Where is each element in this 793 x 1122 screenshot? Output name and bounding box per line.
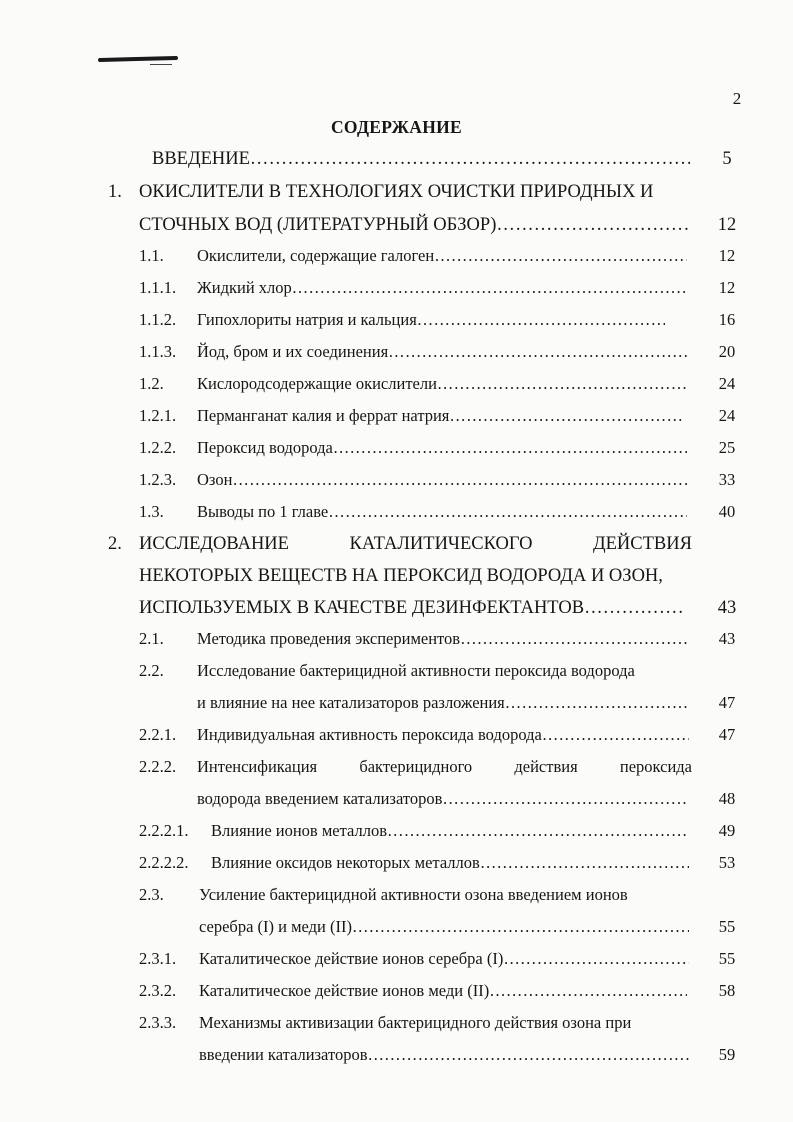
- dot-leader: [434, 245, 687, 267]
- toc-entry-number: 2.3.: [139, 885, 164, 904]
- toc-entry-2-2-line-1[interactable]: [0, 660, 793, 682]
- toc-entry-1-3[interactable]: [0, 501, 793, 523]
- toc-entry-number: 2.1.: [139, 629, 164, 648]
- toc-entry-title: НЕКОТОРЫХ ВЕЩЕСТВ НА ПЕРОКСИД ВОДОРОДА И ОЗОН,: [139, 566, 663, 586]
- toc-entry-2-3-3-line-1[interactable]: [0, 1012, 793, 1034]
- toc-entry-page: 12: [717, 215, 737, 235]
- toc-entry-number: 2.2.: [139, 661, 164, 680]
- toc-entry-title: ИСПОЛЬЗУЕМЫХ В КАЧЕСТВЕ ДЕЗИНФЕКТАНТОВ: [139, 598, 585, 618]
- toc-entry-page: 40: [718, 502, 736, 521]
- toc-entry-1-line-1[interactable]: [0, 181, 793, 203]
- toc-entry-page: 58: [718, 981, 736, 1000]
- toc-entry-title: Окислители, содержащие галоген: [197, 246, 435, 265]
- toc-entry-word: ИССЛЕДОВАНИЕ: [139, 534, 289, 554]
- toc-entry-2-2-2-line-2[interactable]: [0, 788, 793, 810]
- toc-entry-1-2-1[interactable]: [0, 405, 793, 427]
- toc-entry-page: 12: [718, 278, 736, 297]
- toc-entry-number: 2.: [108, 534, 122, 554]
- toc-entry-2-2-line-2[interactable]: [0, 692, 793, 714]
- toc-entry-title: Исследование бактерицидной активности пероксида водорода: [197, 661, 635, 680]
- toc-entry-page: 53: [718, 853, 736, 872]
- toc-entry-title: Индивидуальная активность пероксида водорода: [197, 725, 542, 744]
- dot-leader: [417, 309, 665, 331]
- toc-entry-title: Выводы по 1 главе: [197, 502, 329, 521]
- toc-entry-title: Механизмы активизации бактерицидного действия озона при: [199, 1013, 632, 1032]
- toc-entry-page: 59: [718, 1045, 736, 1064]
- toc-entry-title: и влияние на нее катализаторов разложения: [197, 693, 505, 712]
- toc-entry-title: Кислородсодержащие окислители: [197, 374, 437, 393]
- toc-entry-page: 43: [717, 598, 737, 618]
- toc-entry-1-line-2[interactable]: [0, 214, 793, 236]
- toc-entry-page: 16: [718, 310, 736, 329]
- dot-leader: [460, 628, 689, 650]
- toc-entry-page: 33: [718, 470, 736, 489]
- toc-entry-word: КАТАЛИТИЧЕСКОГО: [349, 534, 533, 554]
- toc-entry-number: 1.1.1.: [139, 278, 177, 297]
- toc-entry-page: 55: [718, 917, 736, 936]
- toc-entry-title: Каталитическое действие ионов серебра (I): [199, 949, 504, 968]
- toc-entry-number: 2.2.2.1.: [139, 821, 189, 840]
- dot-leader: [584, 597, 684, 619]
- toc-entry-page: 47: [718, 725, 736, 744]
- toc-entry-page: 48: [718, 789, 736, 808]
- toc-entry-2-1[interactable]: [0, 628, 793, 650]
- toc-entry-number: 2.3.2.: [139, 981, 177, 1000]
- toc-entry-page: 12: [718, 246, 736, 265]
- toc-entry-page: 5: [722, 149, 732, 169]
- toc-entry-number: 2.2.2.2.: [139, 853, 189, 872]
- dot-leader: [292, 277, 687, 299]
- toc-entry-page: 24: [718, 406, 736, 425]
- scan-artifact-mark: [150, 64, 172, 65]
- toc-entry-1-1-1[interactable]: [0, 277, 793, 299]
- dot-leader: [496, 214, 690, 236]
- scan-artifact-mark: [98, 56, 178, 62]
- dot-leader: [449, 405, 685, 427]
- dot-leader: [503, 948, 689, 970]
- toc-entry-number: 1.3.: [139, 502, 164, 521]
- toc-entry-1-1-3[interactable]: [0, 341, 793, 363]
- toc-entry-number: 1.1.3.: [139, 342, 177, 361]
- toc-entry-2-2-2-1[interactable]: [0, 820, 793, 842]
- toc-entry-2-3-3-line-2[interactable]: [0, 1044, 793, 1066]
- dot-leader: [328, 501, 687, 523]
- toc-entry-title: Гипохлориты натрия и кальция: [197, 310, 417, 329]
- toc-entry-title: Влияние ионов металлов: [211, 821, 387, 840]
- toc-entry-1-2-3[interactable]: [0, 469, 793, 491]
- toc-entry-number: 2.3.1.: [139, 949, 177, 968]
- toc-entry-number: 2.2.1.: [139, 725, 177, 744]
- toc-entry-2-2-2-2[interactable]: [0, 852, 793, 874]
- page-number: 2: [732, 89, 742, 108]
- dot-leader: [232, 469, 687, 491]
- toc-entry-title: Каталитическое действие ионов меди (II): [199, 981, 490, 1000]
- toc-entry-title: Жидкий хлор: [197, 278, 292, 297]
- toc-entry-title: водорода введением катализаторов: [197, 789, 443, 808]
- dot-leader: [505, 692, 689, 714]
- toc-entry-word: бактерицидного: [359, 757, 473, 776]
- toc-entry-word: пероксида: [619, 757, 692, 776]
- dot-leader: [437, 373, 687, 395]
- toc-entry-page: 25: [718, 438, 736, 457]
- toc-entry-title: Усиление бактерицидной активности озона введением ионов: [199, 885, 628, 904]
- toc-entry-1-2[interactable]: [0, 373, 793, 395]
- toc-entry-word: Интенсификация: [197, 757, 318, 776]
- dot-leader: [352, 916, 689, 938]
- dot-leader: [480, 852, 689, 874]
- toc-entry-1-2-2[interactable]: [0, 437, 793, 459]
- dot-leader: [250, 148, 690, 170]
- toc-entry-title: ВВЕДЕНИЕ: [152, 149, 250, 169]
- toc-entry-number: 1.2.1.: [139, 406, 177, 425]
- toc-entry-2-2-2-line-1[interactable]: [0, 756, 793, 778]
- toc-entry-title: серебра (I) и меди (II): [199, 917, 352, 936]
- toc-entry-number: 1.1.2.: [139, 310, 177, 329]
- toc-entry-title: Методика проведения экспериментов: [197, 629, 461, 648]
- toc-entry-title: Озон: [197, 470, 233, 489]
- toc-heading: СОДЕРЖАНИЕ: [330, 117, 462, 137]
- toc-entry-title: ОКИСЛИТЕЛИ В ТЕХНОЛОГИЯХ ОЧИСТКИ ПРИРОДНЫХ И: [139, 182, 654, 202]
- toc-entry-1-1-2[interactable]: [0, 309, 793, 331]
- dot-leader: [388, 341, 687, 363]
- dot-leader: [489, 980, 687, 1002]
- toc-entry-page: 47: [718, 693, 736, 712]
- toc-entry-number: 1.: [108, 182, 122, 202]
- toc-entry-title: Йод, бром и их соединения: [197, 342, 389, 361]
- toc-entry-word: ДЕЙСТВИЯ: [593, 534, 692, 554]
- toc-entry-2-3-line-2[interactable]: [0, 916, 793, 938]
- toc-entry-page: 24: [718, 374, 736, 393]
- toc-entry-2-3-1[interactable]: [0, 948, 793, 970]
- dot-leader: [333, 437, 687, 459]
- toc-entry-intro[interactable]: [0, 148, 793, 170]
- toc-entry-page: 49: [718, 821, 736, 840]
- toc-entry-number: 1.2.2.: [139, 438, 177, 457]
- toc-entry-number: 1.2.: [139, 374, 164, 393]
- toc-entry-number: 1.2.3.: [139, 470, 177, 489]
- toc-entry-title: Пероксид водорода: [197, 438, 333, 457]
- toc-entry-number: 1.1.: [139, 246, 164, 265]
- toc-entry-2-3-line-1[interactable]: [0, 884, 793, 906]
- toc-entry-2-line-3[interactable]: [0, 597, 793, 619]
- toc-entry-2-line-1[interactable]: [0, 533, 793, 555]
- toc-entry-2-2-1[interactable]: [0, 724, 793, 746]
- toc-entry-title: Перманганат калия и феррат натрия: [197, 406, 450, 425]
- toc-entry-page: 43: [718, 629, 736, 648]
- dot-leader: [442, 788, 689, 810]
- dot-leader: [367, 1044, 689, 1066]
- toc-entry-word: действия: [514, 757, 578, 776]
- toc-entry-title: введении катализаторов: [199, 1045, 368, 1064]
- dot-leader: [542, 724, 689, 746]
- toc-entry-title: Влияние оксидов некоторых металлов: [211, 853, 480, 872]
- toc-entry-number: 2.2.2.: [139, 757, 177, 776]
- toc-entry-2-line-2[interactable]: [0, 565, 793, 587]
- toc-entry-number: 2.3.3.: [139, 1013, 177, 1032]
- toc-entry-page: 55: [718, 949, 736, 968]
- toc-entry-title: СТОЧНЫХ ВОД (ЛИТЕРАТУРНЫЙ ОБЗОР): [139, 215, 497, 235]
- toc-entry-1-1[interactable]: [0, 245, 793, 267]
- toc-entry-2-3-2[interactable]: [0, 980, 793, 1002]
- toc-entry-page: 20: [718, 342, 736, 361]
- dot-leader: [387, 820, 689, 842]
